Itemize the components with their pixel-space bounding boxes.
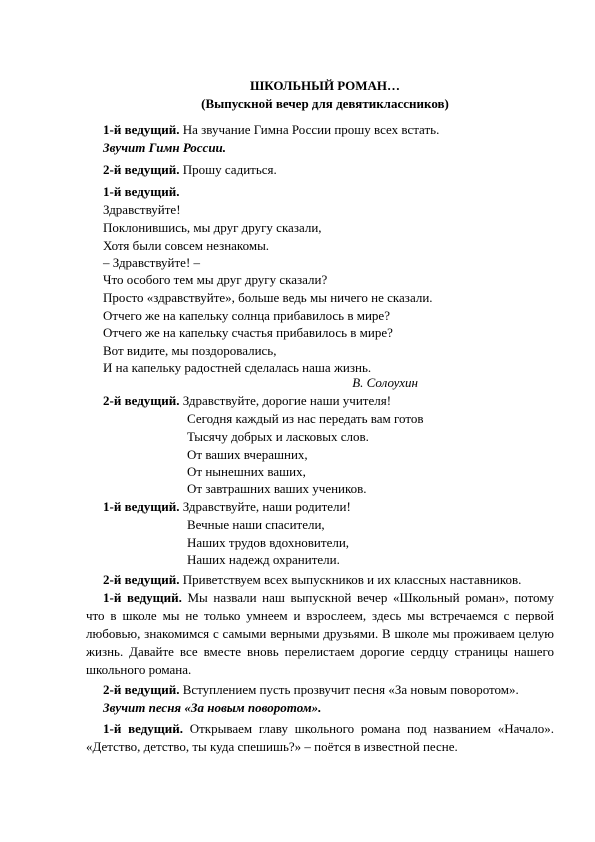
poem-line: Поклонившись, мы друг другу сказали, (103, 220, 322, 235)
speaker-label: 2-й ведущий. (103, 572, 180, 587)
speech-text: Мы назвали наш выпускной вечер «Школьный роман», потому что в школе мы не только умнеем и взрослеем, здесь мы встречаемся с первой любовью, знакомимся с самыми верными друзьями. В школе мы проживаем целую жизнь. Давайте все вместе вновь перелистаем дорогие сердцу страницы нашего школьного романа. (86, 590, 554, 677)
document-subtitle: (Выпускной вечер для девятиклассников) (201, 96, 449, 111)
paragraph-school-romance (86, 589, 554, 679)
line-song-intro (103, 681, 519, 699)
speaker-label: 1-й ведущий. (103, 590, 182, 605)
line-anthem (103, 121, 439, 139)
poem-line: Здравствуйте! (103, 202, 181, 217)
poem-line: Тысячу добрых и ласковых слов. (187, 429, 369, 444)
line-parents (103, 498, 351, 516)
poem-line: Что особого тем мы друг другу сказали? (103, 272, 328, 287)
speech-text: Открываем главу школьного романа под названием «Начало». «Детство, детство, ты куда спешишь?» – поётся в известной песне. (86, 721, 554, 754)
speech-text: Приветствуем всех выпускников и их классных наставников. (179, 572, 522, 587)
poem-line: И на капельку радостней сделалась наша жизнь. (103, 360, 372, 375)
speaker-label: 2-й ведущий. (103, 682, 180, 697)
poem-line: Отчего же на капельку счастья прибавилось в мире? (103, 325, 393, 340)
paragraph-chapter-start (86, 720, 554, 756)
speaker-label: 2-й ведущий. (103, 393, 180, 408)
poem-line: От завтрашних ваших учеников. (187, 481, 367, 496)
poem-line: Просто «здравствуйте», больше ведь мы ничего не сказали. (103, 290, 433, 305)
speaker-label: 1-й ведущий. (103, 721, 183, 736)
poem-line: – Здравствуйте! – (103, 255, 201, 270)
poem-line: От ваших вчерашних, (187, 447, 308, 462)
speaker-label: 1-й ведущий. (103, 184, 180, 199)
stage-direction: Звучит Гимн России. (103, 140, 227, 155)
line-graduates (103, 571, 521, 589)
poem-line: Хотя были совсем незнакомы. (103, 238, 270, 253)
line-sit (103, 161, 277, 179)
speaker-label: 1-й ведущий. (103, 122, 180, 137)
speaker-label: 2-й ведущий. (103, 162, 180, 177)
speech-text: Здравствуйте, дорогие наши учителя! (179, 393, 392, 408)
poem-line: Вот видите, мы поздоровались, (103, 343, 277, 358)
poem-line: Отчего же на капельку солнца прибавилось в мире? (103, 308, 390, 323)
poem-line: Вечные наши спасители, (187, 517, 325, 532)
document-title: ШКОЛЬНЫЙ РОМАН… (249, 78, 401, 93)
poem-author: В. Солоухин (352, 375, 418, 390)
speech-text: На звучание Гимна России прошу всех встать. (179, 122, 440, 137)
poem-line: От нынешних ваших, (187, 464, 306, 479)
speech-text: Здравствуйте, наши родители! (179, 499, 351, 514)
speaker-label: 1-й ведущий. (103, 499, 180, 514)
poem-line: Сегодня каждый из нас передать вам готов (187, 411, 424, 426)
poem-line: Наших надежд охранители. (187, 552, 340, 567)
stage-direction: Звучит песня «За новым поворотом». (103, 700, 322, 715)
poem-line: Наших трудов вдохновители, (187, 535, 350, 550)
line-teachers (103, 392, 391, 410)
speech-text: Прошу садиться. (179, 162, 277, 177)
title-block (0, 77, 595, 113)
speech-text: Вступлением пусть прозвучит песня «За новым поворотом». (179, 682, 519, 697)
